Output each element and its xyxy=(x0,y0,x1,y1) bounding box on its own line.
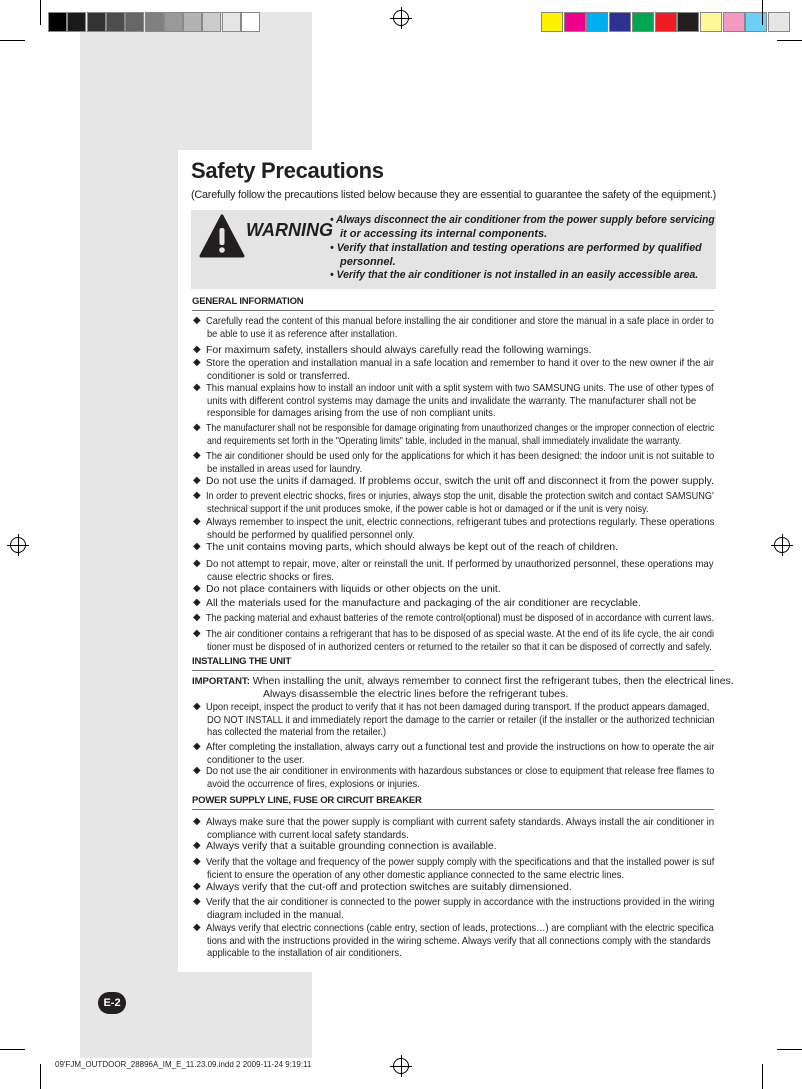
list-item-text: After completing the installation, always carry out a functional test and provide the instructions on how to operate the air xyxy=(206,741,715,753)
gray-swatch xyxy=(67,12,86,32)
list-item-text: Verify that the air conditioner is connected to the power supply in accordance with the instructions provided in the wiring xyxy=(206,896,715,908)
list-item xyxy=(193,382,767,420)
list-item xyxy=(193,856,770,881)
divider xyxy=(192,310,714,311)
diamond-bullet-icon: ◆ xyxy=(193,583,201,594)
list-item xyxy=(193,765,777,790)
list-item-text: Store the operation and installation manual in a safe location and remember to hand it over to the new owner if the air xyxy=(206,357,715,369)
list-item-text: stechnical support if the unit produces smoke, if the power cable is hot or damaged or if the unit is very noisy. xyxy=(207,502,649,515)
section-heading-general: GENERAL INFORMATION xyxy=(192,296,304,307)
list-item-text: The manufacturer shall not be responsible for damage originating from unauthorized changes or the improper connection of electric xyxy=(206,422,715,434)
diamond-bullet-icon: ◆ xyxy=(193,741,201,752)
list-item xyxy=(193,315,780,340)
diamond-bullet-icon: ◆ xyxy=(193,816,201,827)
list-item-text: For maximum safety, installers should always carefully read the following warnings. xyxy=(206,344,592,356)
color-swatch xyxy=(655,12,677,32)
list-item-text: responsible for damages arising from the use of non compliant units. xyxy=(207,407,496,420)
page-number-badge: E-2 xyxy=(98,992,126,1014)
diamond-bullet-icon: ◆ xyxy=(193,315,201,326)
crop-mark xyxy=(777,40,802,41)
important-text: When installing the unit, always remember to connect first the refrigerant tubes, then the electrical lines. xyxy=(252,675,734,687)
gray-swatch xyxy=(202,12,221,32)
page-title: Safety Precautions xyxy=(191,158,384,183)
gray-swatch xyxy=(183,12,202,32)
section-heading-installing: INSTALLING THE UNIT xyxy=(192,656,291,667)
list-item xyxy=(193,344,592,357)
list-item-text: should be performed by qualified personnel only. xyxy=(207,528,415,541)
crop-mark xyxy=(0,40,25,41)
diamond-bullet-icon: ◆ xyxy=(193,628,201,639)
diamond-bullet-icon: ◆ xyxy=(193,516,201,527)
list-item xyxy=(193,357,751,382)
warning-line: personnel. xyxy=(340,256,396,268)
gray-swatch xyxy=(87,12,106,32)
diamond-bullet-icon: ◆ xyxy=(193,344,201,355)
list-item xyxy=(193,881,572,894)
crop-mark xyxy=(777,1049,802,1050)
page-subtitle: (Carefully follow the precautions listed below because they are essential to guarantee the safety of the equipment.) xyxy=(191,189,717,201)
list-item xyxy=(193,422,802,447)
list-item xyxy=(193,896,760,921)
crop-mark xyxy=(762,0,763,25)
list-item-text: Always make sure that the power supply is compliant with current safety standards. Always install the air conditioner in xyxy=(206,816,715,828)
diamond-bullet-icon: ◆ xyxy=(193,881,201,892)
warning-line: • Verify that the air conditioner is not installed in an easily accessible area. xyxy=(330,269,699,281)
list-item-text: Do not place containers with liquids or other objects on the unit. xyxy=(206,583,501,595)
list-item-text: ficient to ensure the operation of any other domestic appliance connected to the same electric lines. xyxy=(207,868,625,881)
list-item xyxy=(193,583,501,596)
color-swatch xyxy=(564,12,586,32)
list-item-text: Always verify that the cut-off and protection switches are suitably dimensioned. xyxy=(206,881,572,893)
list-item-text: compliance with current local safety standards. xyxy=(207,828,409,841)
list-item-text: All the materials used for the manufacture and packaging of the air conditioner are recyclable. xyxy=(206,597,641,609)
warning-line: • Always disconnect the air conditioner from the power supply before servicing xyxy=(330,214,715,226)
list-item xyxy=(193,922,775,960)
crop-mark xyxy=(762,1064,763,1089)
list-item-text: units with different control systems may damage the units and invalidate the warranty. The manufacturer shall not be xyxy=(207,394,697,407)
gray-swatch xyxy=(48,12,67,32)
gray-swatch xyxy=(222,12,241,32)
registration-mark-icon xyxy=(774,537,790,553)
list-item-text: conditioner is sold or transferred. xyxy=(207,369,350,382)
diamond-bullet-icon: ◆ xyxy=(193,612,201,623)
list-item xyxy=(193,475,717,488)
list-item-text: Always remember to inspect the unit, electric connections, refrigerant tubes and protections regularly. These operations xyxy=(206,516,715,528)
diamond-bullet-icon: ◆ xyxy=(193,896,201,907)
list-item xyxy=(193,628,782,653)
list-item-text: The air conditioner contains a refrigerant that has to be disposed of as special waste. At the end of its life cycle, the air condi xyxy=(206,628,715,640)
color-swatch xyxy=(745,12,767,32)
list-item-text: Always verify that a suitable grounding connection is available. xyxy=(206,840,497,852)
color-swatch xyxy=(609,12,631,32)
diamond-bullet-icon: ◆ xyxy=(193,382,201,393)
diamond-bullet-icon: ◆ xyxy=(193,475,201,486)
warning-line: it or accessing its internal components. xyxy=(340,228,548,240)
list-item-text: Always verify that electric connections (cable entry, section of leads, protections…) are compliant with the electric specifica xyxy=(206,922,714,934)
crop-mark xyxy=(40,0,41,25)
list-item-text: DO NOT INSTALL it and immediately report the damage to the carrier or retailer (if the installer or the authorized technician xyxy=(207,713,715,726)
list-item-text: The air conditioner should be used only for the applications for which it has been designed: the indoor unit is not suitable to xyxy=(206,450,715,462)
gray-swatch xyxy=(164,12,183,32)
list-item-text: Do not use the units if damaged. If problems occur, switch the unit off and disconnect it from the power supply. xyxy=(206,475,714,487)
list-item-text: The unit contains moving parts, which should always be kept out of the reach of children. xyxy=(206,541,619,553)
important-note xyxy=(192,675,734,687)
warning-label: WARNING xyxy=(246,220,333,240)
registration-mark-icon xyxy=(393,10,409,26)
diamond-bullet-icon: ◆ xyxy=(193,541,201,552)
list-item-text: Carefully read the content of this manual before installing the air conditioner and store the manual in a safe place in order to xyxy=(206,315,714,327)
diamond-bullet-icon: ◆ xyxy=(193,922,201,933)
color-swatch xyxy=(541,12,563,32)
diamond-bullet-icon: ◆ xyxy=(193,597,201,608)
list-item-text: be installed in areas used for laundry. xyxy=(207,462,363,475)
color-swatch xyxy=(677,12,699,32)
list-item-text: and requirements set forth in the "Operating limits" table, included in the manual, shall immediately invalidate the warranty. xyxy=(207,434,682,447)
diamond-bullet-icon: ◆ xyxy=(193,701,201,712)
list-item-text: cause electric shocks or fires. xyxy=(207,570,334,583)
diamond-bullet-icon: ◆ xyxy=(193,490,201,501)
list-item-text: applicable to the installation of air conditioners. xyxy=(207,947,402,960)
list-item-text: Upon receipt, inspect the product to verify that it has not been damaged during transport. If the product appears damaged, xyxy=(206,701,710,713)
registration-mark-icon xyxy=(393,1058,409,1074)
crop-mark xyxy=(0,1049,25,1050)
section-heading-power-supply: POWER SUPPLY LINE, FUSE OR CIRCUIT BREAKER xyxy=(192,795,422,806)
important-label: IMPORTANT: xyxy=(192,676,250,687)
list-item-text: diagram included in the manual. xyxy=(207,908,344,921)
warning-line: • Verify that installation and testing operations are performed by qualified xyxy=(330,242,702,254)
list-item xyxy=(193,541,618,554)
list-item-text: Do not attempt to repair, move, alter or reinstall the unit. If performed by unauthorized personnel, these operations may xyxy=(206,558,714,570)
registration-mark-icon xyxy=(10,537,26,553)
list-item-text: has collected the material from the retailer.) xyxy=(207,726,387,739)
warning-triangle-icon xyxy=(199,214,245,258)
diamond-bullet-icon: ◆ xyxy=(193,422,201,433)
gray-swatch xyxy=(125,12,144,32)
color-swatch xyxy=(586,12,608,32)
list-item xyxy=(193,558,758,583)
list-item xyxy=(193,741,760,766)
diamond-bullet-icon: ◆ xyxy=(193,765,201,776)
divider xyxy=(192,670,714,671)
diamond-bullet-icon: ◆ xyxy=(193,450,201,461)
list-item-text: Verify that the voltage and frequency of the power supply comply with the specifications and that the installed power is suf xyxy=(206,856,715,868)
list-item xyxy=(193,490,789,515)
color-swatch xyxy=(632,12,654,32)
gray-swatch xyxy=(145,12,164,32)
color-swatch xyxy=(768,12,790,32)
list-item-text: In order to prevent electric shocks, fires or injuries, always stop the unit, disable the protection switch and contact SAMSUNG' xyxy=(206,490,714,502)
list-item xyxy=(193,450,776,475)
list-item-text: The packing material and exhaust batteries of the remote control(optional) must be disposed of in accordance with current laws. xyxy=(206,612,714,624)
diamond-bullet-icon: ◆ xyxy=(193,840,201,851)
divider xyxy=(192,809,714,810)
list-item-text: tions and with the instructions provided in the wiring scheme. Always verify that all connections comply with the standards xyxy=(207,934,711,947)
color-swatch xyxy=(723,12,745,32)
list-item xyxy=(193,816,755,841)
print-slug: 09'FJM_OUTDOOR_28896A_IM_E_11.23.09.indd 2 2009-11-24 9:19:11 xyxy=(55,1060,312,1069)
list-item-text: Do not use the air conditioner in environments with hazardous substances or close to equipment that release free flames to xyxy=(206,765,715,777)
list-item-text: be able to use it as reference after installation. xyxy=(207,327,398,340)
list-item-text: avoid the occurrence of fires, explosions or injuries. xyxy=(207,777,420,790)
diamond-bullet-icon: ◆ xyxy=(193,357,201,368)
diamond-bullet-icon: ◆ xyxy=(193,856,201,867)
diamond-bullet-icon: ◆ xyxy=(193,558,201,569)
color-swatch xyxy=(700,12,722,32)
list-item xyxy=(193,612,799,625)
list-item-text: tioner must be disposed of in authorized centers or returned to the retailer so that it can be disposed of correctly and safely. xyxy=(207,640,712,653)
gray-swatch xyxy=(241,12,260,32)
gray-swatch xyxy=(106,12,125,32)
list-item xyxy=(193,701,778,739)
list-item xyxy=(193,597,641,610)
list-item xyxy=(193,840,497,853)
important-text: Always disassemble the electric lines before the refrigerant tubes. xyxy=(263,688,569,700)
list-item-text: This manual explains how to install an indoor unit with a split system with two SAMSUNG units. The use of other types of xyxy=(206,382,714,394)
list-item-text: conditioner to the user. xyxy=(207,753,305,766)
list-item xyxy=(193,516,759,541)
crop-mark xyxy=(40,1064,41,1089)
